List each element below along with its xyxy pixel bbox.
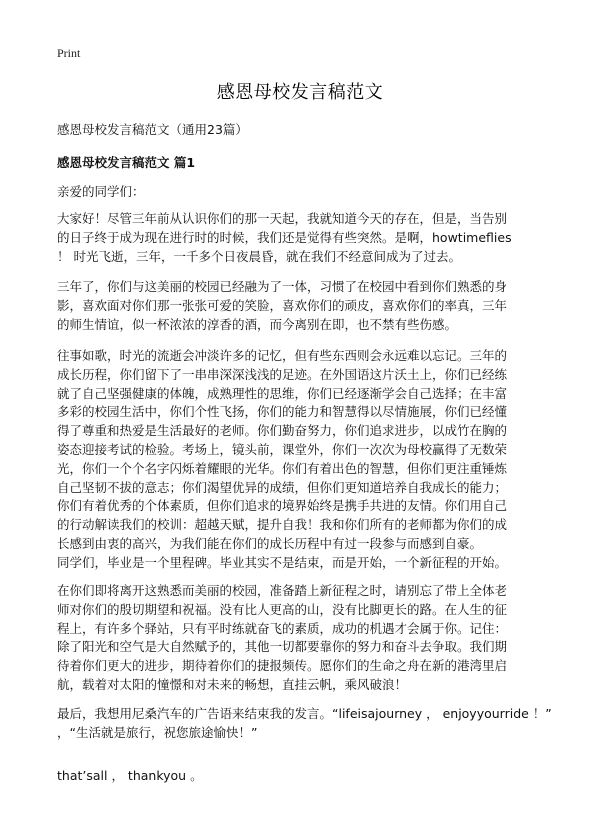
paragraph-4: 同学们，毕业是一个里程碑。毕业其实不是结束，而是开始，一个新征程的开始。 <box>57 555 508 570</box>
section-heading: 感恩母校发言稿范文 篇1 <box>57 155 196 170</box>
paragraph-7: that’sall ， thankyou 。 <box>57 768 203 783</box>
paragraph-5: 在你们即将离开这熟悉而美丽的校园，准备踏上新征程之时，请别忘了带上全体老 师对你们的殷切期望和祝福。没有比人更高的山，没有比脚更长的路。在人生的征 程上，有许多个驿站，只有平时练就奋飞的素质，成功的机遇才会属于你。记住： 除了阳光和空气是大自然赋予的，其他一切都要靠你的努力和奋斗去争取。我们期 待着你们更大的进步，期待着你们的捷报频传。愿你们的生命之舟在新的港湾里启 航，载着对太阳的憧憬和对未来的畅想，直挂云帆，乘风破浪！ <box>57 583 508 692</box>
print-label[interactable]: Print <box>57 46 81 60</box>
document-title: 感恩母校发言稿范文 <box>216 82 384 103</box>
greeting: 亲爱的同学们： <box>57 184 145 199</box>
paragraph-2: 三年了，你们与这美丽的校园已经融为了一体，习惯了在校园中看到你们熟悉的身 影，喜欢面对你们那一张张可爱的笑脸，喜欢你们的顽皮，喜欢你们的率真，三年 的师生情谊，似一杯浓浓的淳香的酒，而今离别在即，也不禁有些伤感。 <box>57 279 508 332</box>
paragraph-1: 大家好！尽管三年前从认识你们的那一天起，我就知道今天的存在，但是，当告别 的日子终于成为现在进行时的时候，我们还是觉得有些突然。是啊，howtimeflies ！ 时光飞逝，三年，一千多个日夜晨昏，就在我们不经意间成为了过去。 <box>57 211 512 264</box>
document-subtitle: 感恩母校发言稿范文（通用23篇） <box>57 122 248 137</box>
paragraph-3: 往事如歌，时光的流逝会冲淡许多的记忆，但有些东西则会永远难以忘记。三年的 成长历程，你们留下了一串串深深浅浅的足迹。在外国语这片沃土上，你们已经练 就了自己坚强健康的体魄，成熟理性的思维，你们已经逐渐学会自己选择；在丰富 多彩的校园生活中，你们个性飞扬，你们的能力和智慧得以尽情施展，你们已经懂 得了尊重和热爱是生活最好的老师。你们勤奋努力，你们追求进步，以成竹在胸的 姿态迎接考试的检验。考场上，镜头前，课堂外，你们一次次为母校赢得了无数荣 光，你们一个个名字闪烁着耀眼的光华。你们有着出色的智慧，但你们更注重锤炼 自己坚韧不拔的意志；你们渴望优异的成绩，但你们更知道培养自我成长的能力； 你们有着优秀的个体素质，但你们追求的境界始终是携手共进的友情。你们用自己 的行动解读我们的校训：超越天赋，提升自我！我和你们所有的老师都为你们的成 长感到由衷的高兴，为我们能在你们的成长历程中有过一段参与而感到自豪。 <box>57 348 508 551</box>
paragraph-6: 最后，我想用尼桑汽车的广告语来结束我的发言。“lifeisajourney ， enjoyyourride ！” ，“生活就是旅行，祝您旅途愉快！” <box>57 706 552 740</box>
